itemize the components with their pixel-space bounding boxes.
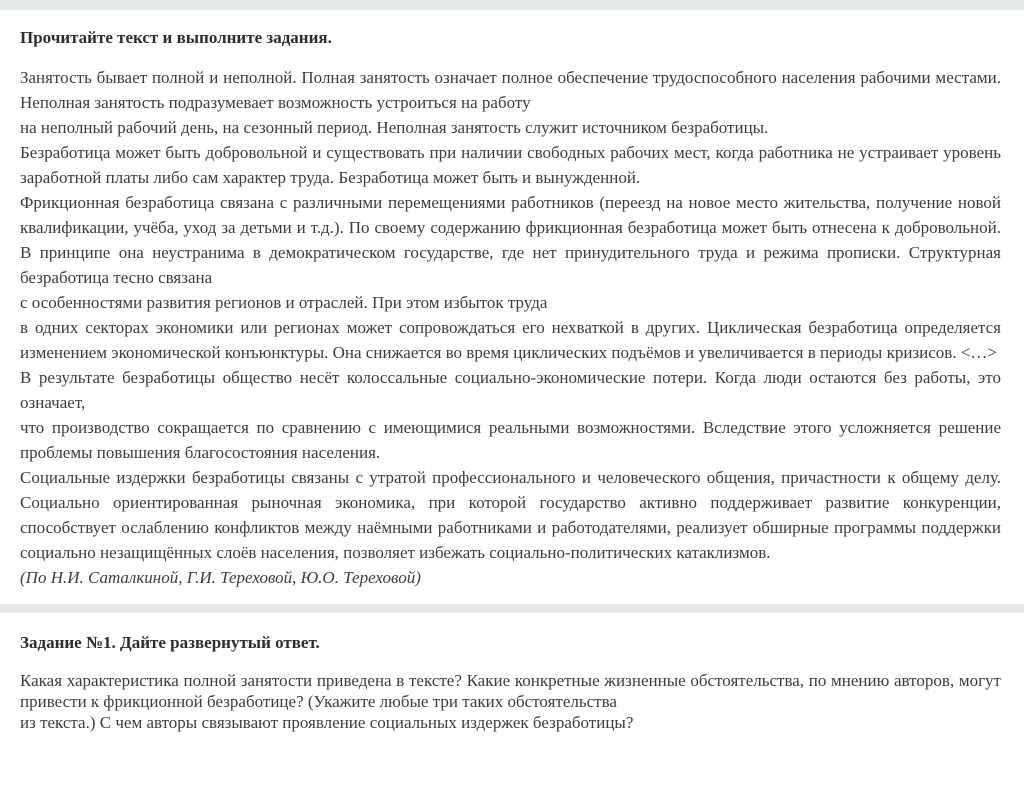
paragraph-9: Социальные издержки безработицы связаны с утратой профессионального и человеческого общения, причастности к общему делу. Социально ориентированная рыночная экономика, при которой государство активно поддерживает развитие конкуренции, способствует ослаблению конфликтов между наёмными работниками и работодателями, реализует обширные программы поддержки социально незащищённых слоёв населения, позволяет избежать социально-политических катаклизмов. bbox=[20, 468, 1001, 562]
paragraph-3: Безработица может быть добровольной и существовать при наличии свободных рабочих мест, когда работника не устраивает уровень заработной платы либо сам характер труда. Безработица может быть и вынужденной. bbox=[20, 143, 1001, 187]
task-heading: Задание №1. Дайте развернутый ответ. bbox=[20, 633, 320, 652]
paragraph-6: в одних секторах экономики или регионах может сопровождаться его нехваткой в других. Циклическая безработица определяется изменением экономической конъюнктуры. Она снижается во время циклических подъёмов и увеличивается в периоды кризисов. <…> bbox=[20, 318, 1001, 362]
reading-heading: Прочитайте текст и выполните задания. bbox=[20, 28, 332, 47]
task-question-line-1: Какая характеристика полной занятости приведена в тексте? Какие конкретные жизненные обстоятельства, по мнению авторов, могут привести к фрикционной безработице? (Укажите любые три таких обстоятельства bbox=[20, 671, 1001, 711]
paragraph-4: Фрикционная безработица связана с различными перемещениями работников (переезд на новое место жительства, получение новой квалификации, учёба, уход за детьми и т.д.). По своему содержанию фрикционная безработица может быть отнесена к добровольной. В принципе она неустранима в демократическом государстве, где нет принудительного труда и режима прописки. Структурная безработица тесно связана bbox=[20, 193, 1001, 287]
paragraph-5: с особенностями развития регионов и отраслей. При этом избыток труда bbox=[20, 293, 548, 312]
paragraph-1: Занятость бывает полной и неполной. Полная занятость означает полное обеспечение трудоспособного населения рабочими местами. Неполная занятость подразумевает возможность устроиться на работу bbox=[20, 68, 1001, 112]
reading-text bbox=[20, 65, 1001, 590]
task-question-line-2: из текста.) С чем авторы связывают проявление социальных издержек безработицы? bbox=[20, 713, 634, 732]
reading-section bbox=[0, 10, 1024, 590]
author-attribution: (По Н.И. Саталкиной, Г.И. Тереховой, Ю.О. Тереховой) bbox=[20, 568, 421, 587]
task-question bbox=[20, 670, 1001, 733]
task-section bbox=[0, 613, 1024, 733]
paragraph-8: что производство сокращается по сравнению с имеющимися реальными возможностями. Вследствие этого усложняется решение проблемы повышения благосостояния населения. bbox=[20, 418, 1001, 462]
paragraph-2: на неполный рабочий день, на сезонный период. Неполная занятость служит источником безработицы. bbox=[20, 118, 769, 137]
section-divider-band bbox=[0, 604, 1024, 613]
paragraph-7: В результате безработицы общество несёт колоссальные социально-экономические потери. Когда люди остаются без работы, это означает, bbox=[20, 368, 1001, 412]
top-band bbox=[0, 0, 1024, 10]
